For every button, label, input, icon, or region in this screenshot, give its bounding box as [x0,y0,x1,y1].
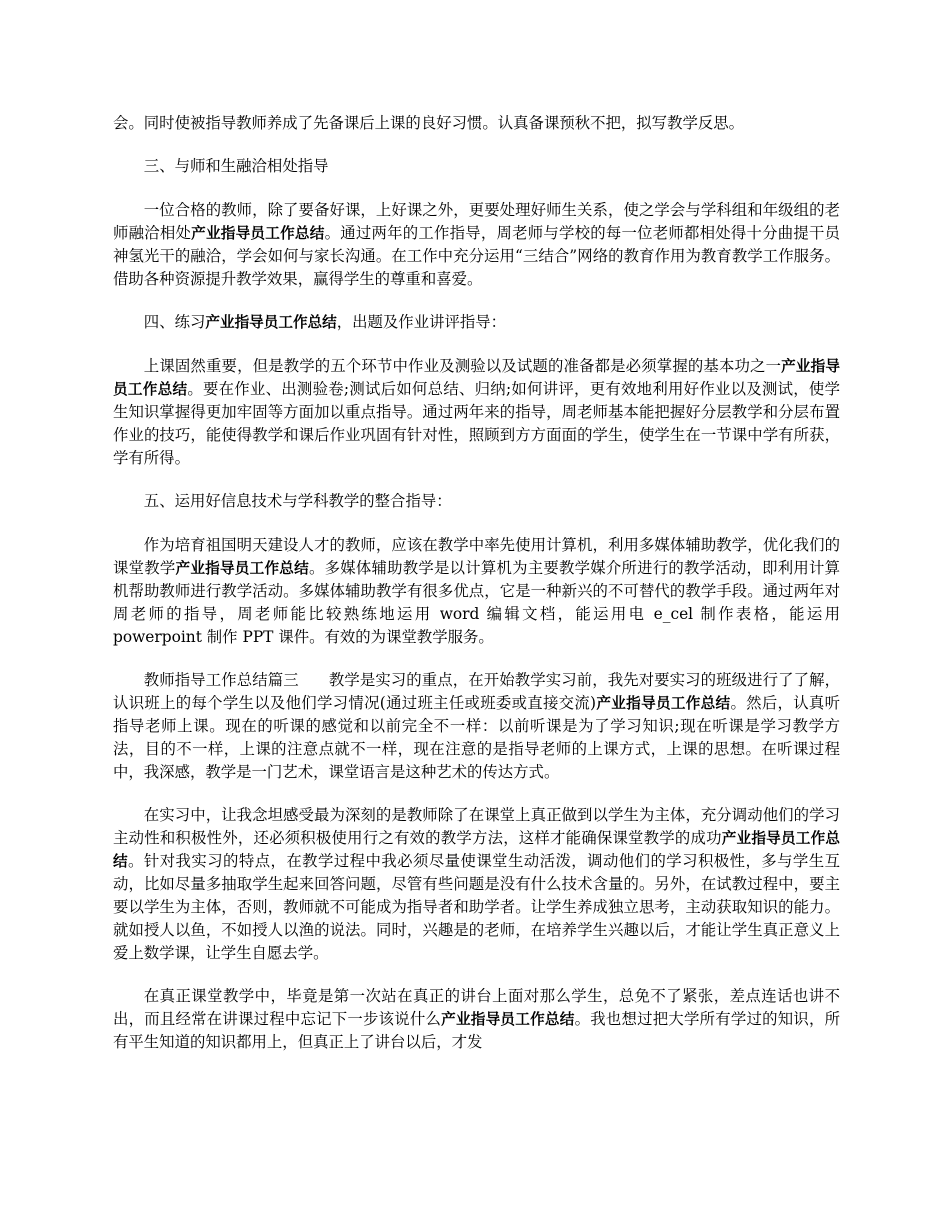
keyword-bold: 产业指导员工作总结 [191,225,325,242]
paragraph-classroom-teaching: 在真正课堂教学中，毕竟是第一次站在真正的讲台上面对那么学生，总免不了紧张，差点连话也讲不出，而且经常在讲课过程中忘记下一步该说什么产业指导员工作总结。我也想过把大学所有学过的知识，所有平生知道的知识都用上，但真正上了讲台以后，才发 [113,987,840,1051]
paragraph-it-integration: 作为培育祖国明天建设人才的教师，应该在教学中率先使用计算机，利用多媒体辅助教学，优化我们的课堂教学产业指导员工作总结。多媒体辅助教学是以计算机为主要教学媒介所进行的教学活动，即利用计算机帮助教师进行教学活动。多媒体辅助教学有很多优点，它是一种新兴的不可替代的教学手段。通过两年对周老师的指导，周老师能比较熟练地运用 word 编辑文档，能运用电 e_cel 制作表格，能运用 powerpoint 制作 PPT 课件。有效的为课堂教学服务。 [113,536,840,646]
keyword-bold: 产业指导员工作总结 [175,560,309,577]
paragraph-part-three-intro: 教师指导工作总结篇三 教学是实习的重点，在开始教学实习前，我先对要实习的班级进行了了解，认识班上的每个学生以及他们学习情况(通过班主任或班委或直接交流)产业指导员工作总结。然后，认真听指导老师上课。现在的听课的感觉和以前完全不一样：以前听课是为了学习知识;现在听课是学习教学方法，目的不一样，上课的注意点就不一样，现在注意的是指导老师的上课方式，上课的思想。在听课过程中，我深感，教学是一门艺术，课堂语言是这种艺术的传达方式。 [113,671,840,781]
paragraph-continuation: 会。同时使被指导教师养成了先备课后上课的良好习惯。认真备课预秋不把，拟写教学反思。 [113,114,745,132]
paragraph-teacher-relations: 一位合格的教师，除了要备好课，上好课之外，更要处理好师生关系，使之学会与学科组和年级组的老师融洽相处产业指导员工作总结。通过两年的工作指导，周老师与学校的每一位老师都相处得十分曲提干员神氢光干的融洽，学会如何与家长沟通。在工作中充分运用“三结合”网络的教育作用为教育教学工作服务。借助各种资源提升教学效果，赢得学生的尊重和喜爱。 [113,201,840,288]
paragraph-internship-experience: 在实习中，让我念坦感受最为深刻的是教师除了在课堂上真正做到以学生为主体，充分调动他们的学习主动性和积极性外，还必须积极使用行之有效的教学方法，这样才能确保课堂教学的成功产业指导员工作总结。针对我实习的特点，在教学过程中我必须尽量使课堂生动活泼，调动他们的学习积极性，多与学生互动，比如尽量多抽取学生起来回答问题，尽管有些问题是没有什么技术含量的。另外，在试教过程中，要主要以学生为主体，否则，教师就不可能成为指导者和助学者。让学生养成独立思考，主动获取知识的能力。就如授人以鱼，不如授人以渔的说法。同时，兴趣是的老师，在培养学生兴趣以后，才能让学生真正意义上爱上数学课，让学生自愿去学。 [113,806,840,962]
section-heading-5: 五、运用好信息技术与学科教学的整合指导： [143,492,452,510]
section-heading-3: 三、与师和生融洽相处指导 [143,157,329,175]
keyword-bold: 产业指导员工作总结 [596,695,731,712]
keyword-bold: 产业指导员工作总结 [205,314,337,331]
keyword-bold: 产业指导员工作总结 [441,1011,575,1028]
section-heading-4: 四、练习产业指导员工作总结，出题及作业讲评指导： [143,313,507,331]
keyword-bold: 产业指导员工作总结 [113,830,840,870]
document-page [113,112,840,1074]
paragraph-homework-guidance: 上课固然重要，但是教学的五个环节中作业及测验以及试题的准备都是必须掌握的基本功之一产业指导员工作总结。要在作业、出测验卷;测试后如何总结、归纳;如何讲评，更有效地利用好作业以及测试，使学生知识掌握得更加牢固等方面加以重点指导。通过两年来的指导，周老师基本能把握好分层教学和分层布置作业的技巧，能使得教学和课后作业巩固有针对性，照顾到方方面面的学生，使学生在一节课中学有所获，学有所得。 [113,357,840,467]
keyword-bold: 产业指导员工作总结 [113,358,840,398]
